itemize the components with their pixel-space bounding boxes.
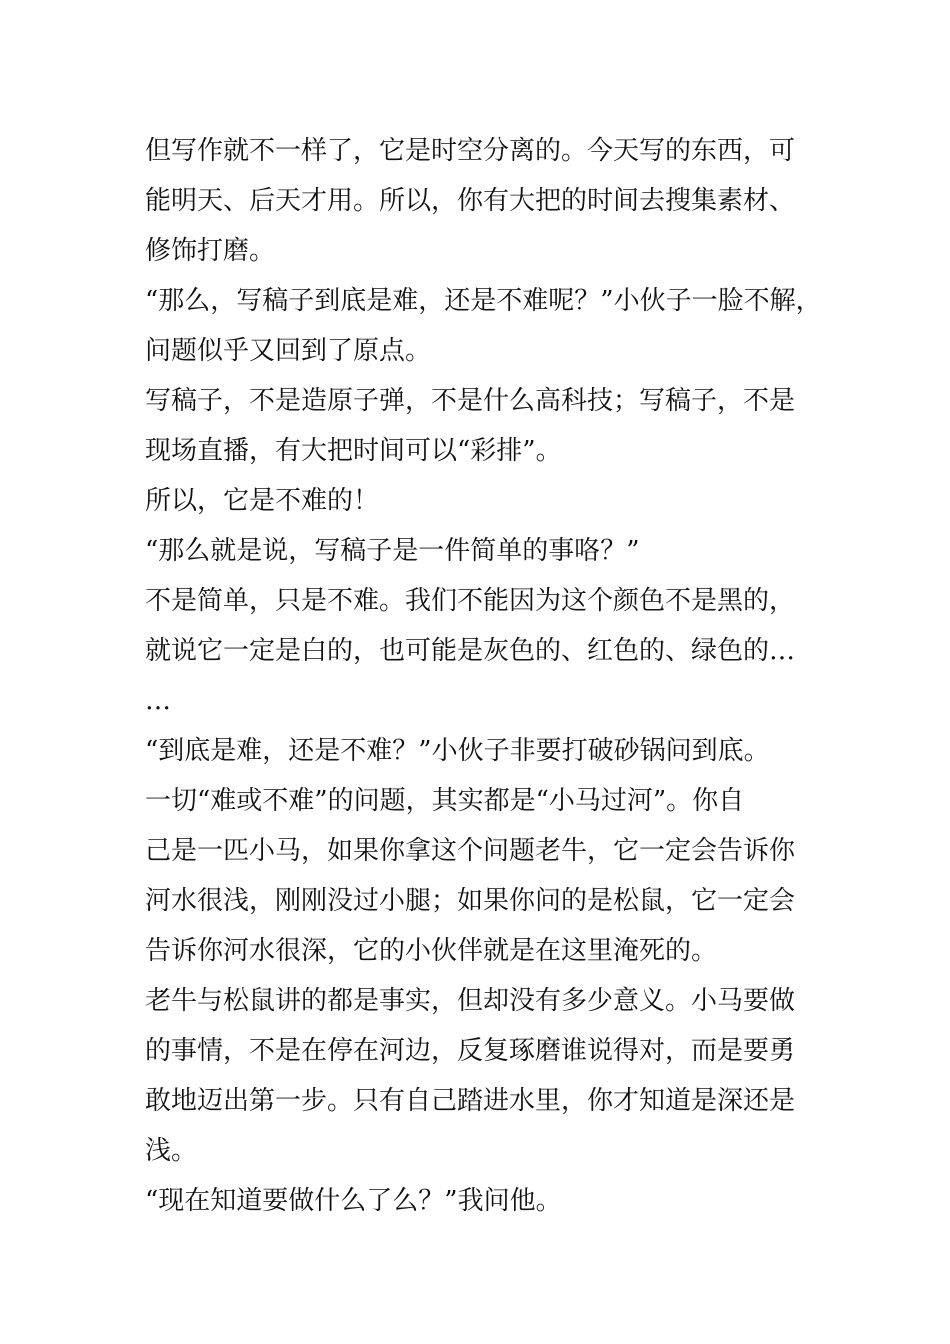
text-line: 现场直播，有大把时间可以“彩排”。 <box>145 436 562 466</box>
text-line: 写稿子，不是造原子弹，不是什么高科技；写稿子，不是 <box>145 386 796 416</box>
text-line: 老牛与松鼠讲的都是事实，但却没有多少意义。小马要做 <box>145 986 796 1016</box>
text-line: 就说它一定是白的，也可能是灰色的、红色的、绿色的… <box>145 636 796 666</box>
text-line: 浅。 <box>145 1136 198 1166</box>
text-line: “那么，写稿子到底是难，还是不难呢？”小伙子一脸不解， <box>145 286 822 316</box>
text-line: 己是一匹小马，如果你拿这个问题老牛，它一定会告诉你 <box>145 836 796 866</box>
text-line: 能明天、后天才用。所以，你有大把的时间去搜集素材、 <box>145 186 796 216</box>
text-line: 但写作就不一样了，它是时空分离的。今天写的东西，可 <box>145 136 796 166</box>
text-line: “到底是难，还是不难？”小伙子非要打破砂锅问到底。 <box>145 736 770 766</box>
text-line: 河水很浅，刚刚没过小腿；如果你问的是松鼠，它一定会 <box>145 886 796 916</box>
text-line: … <box>145 686 171 716</box>
text-line: 一切“难或不难”的问题，其实都是“小马过河”。你自 <box>145 786 745 816</box>
text-line: 告诉你河水很深，它的小伙伴就是在这里淹死的。 <box>145 936 718 966</box>
text-line: 问题似乎又回到了原点。 <box>145 336 432 366</box>
document-body <box>145 126 835 1226</box>
text-line: “现在知道要做什么了么？”我问他。 <box>145 1186 562 1216</box>
text-line: “那么就是说，写稿子是一件简单的事咯？” <box>145 536 640 566</box>
text-line: 不是简单，只是不难。我们不能因为这个颜色不是黑的， <box>145 586 796 616</box>
text-line: 修饰打磨。 <box>145 236 276 266</box>
text-line: 所以，它是不难的！ <box>145 486 380 516</box>
text-line: 的事情，不是在停在河边，反复琢磨谁说得对，而是要勇 <box>145 1036 796 1066</box>
text-line: 敢地迈出第一步。只有自己踏进水里，你才知道是深还是 <box>145 1086 796 1116</box>
